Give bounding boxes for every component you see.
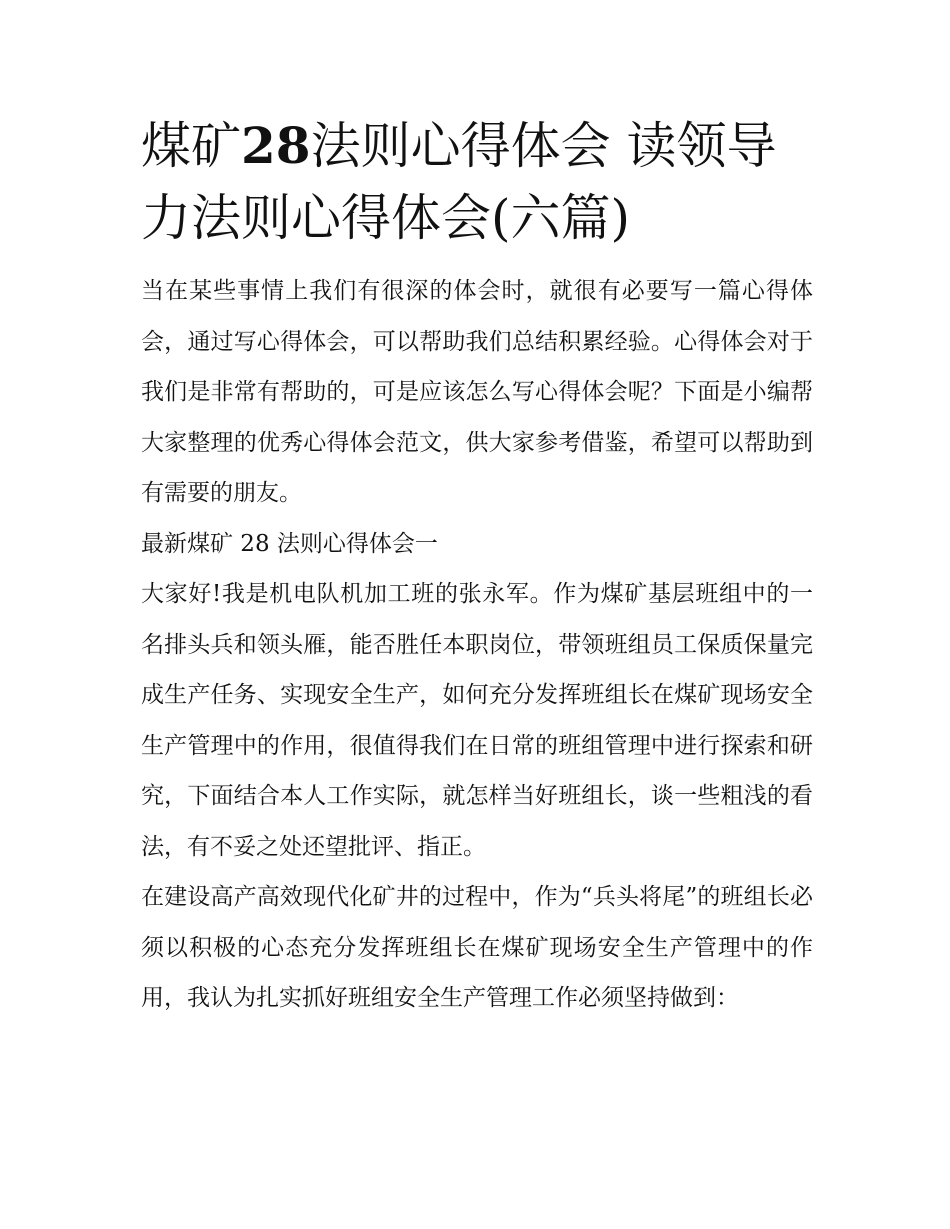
- title-part-1: 煤矿: [141, 117, 241, 175]
- section-heading: 最新煤矿 28 法则心得体会一: [141, 530, 438, 557]
- document-page: [141, 110, 813, 1024]
- body-paragraph-1: 大家好!我是机电队机加工班的张永军。作为煤矿基层班组中的一名排头兵和领头雁，能否胜任本职岗位，带领班组员工保质保量完成生产任务、实现安全生产，如何充分发挥班组长在煤矿现场安全生产管理中的作用，很值得我们在日常的班组管理中进行探索和研究，下面结合本人工作实际，就怎样当好班组长，谈一些粗浅的看法，有不妥之处还望批评、指正。: [141, 581, 813, 860]
- title-number: 28: [241, 116, 311, 175]
- document-title: [141, 110, 813, 254]
- body-paragraph-2: 在建设高产高效现代化矿井的过程中，作为“兵头将尾”的班组长必须以积极的心态充分发挥班组长在煤矿现场安全生产管理中的作用，我认为扎实抓好班组安全生产管理工作必须坚持做到：: [141, 884, 813, 1011]
- intro-paragraph: 当在某些事情上我们有很深的体会时，就很有必要写一篇心得体会，通过写心得体会，可以帮助我们总结积累经验。心得体会对于我们是非常有帮助的，可是应该怎么写心得体会呢？下面是小编帮大家整理的优秀心得体会范文，供大家参考借鉴，希望可以帮助到有需要的朋友。: [141, 278, 813, 506]
- title-part-2: 法则心得体会 读领导力法则心得体会(六篇): [141, 117, 777, 247]
